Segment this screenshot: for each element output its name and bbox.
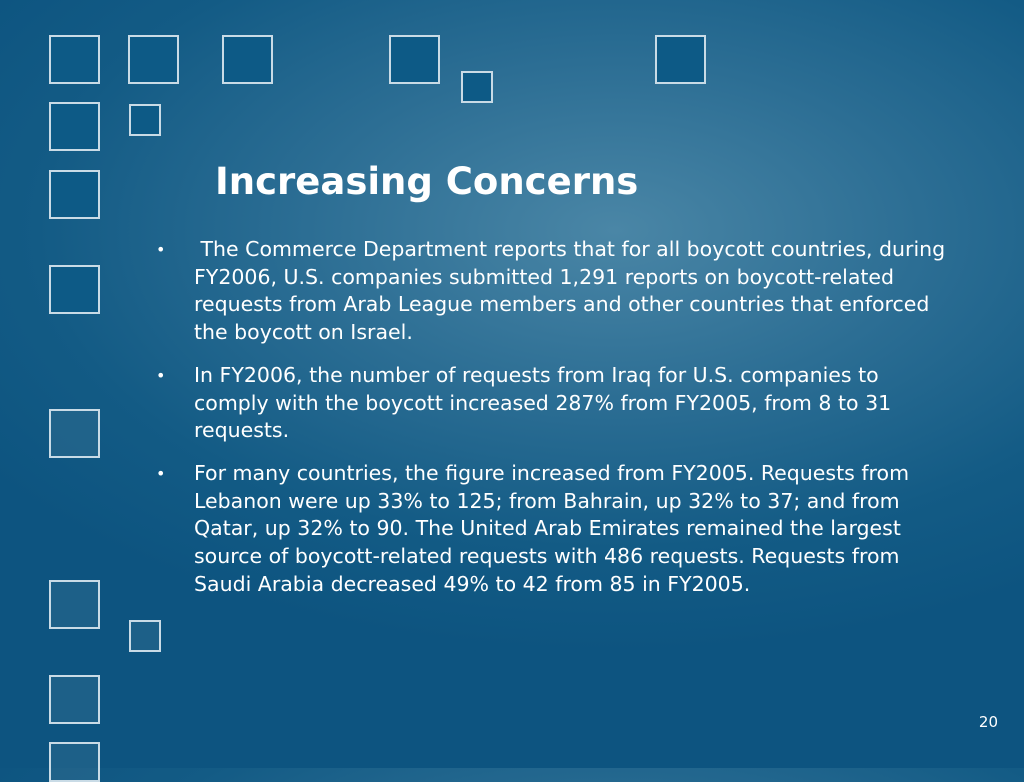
deco-square: [461, 71, 493, 103]
deco-square: [655, 35, 706, 84]
bullet-item: [156, 460, 956, 599]
bullet-item: [156, 236, 956, 347]
deco-square: [129, 104, 161, 136]
deco-square: [49, 580, 100, 629]
bullet-marker: •: [156, 240, 166, 259]
bullet-text: The Commerce Department reports that for all boycott countries, during FY2006, U.S. companies submitted 1,291 reports on boycott-related requests from Arab League members and other countries that enforced the boycott on Israel.: [194, 237, 952, 345]
bullet-marker: •: [156, 463, 166, 483]
deco-square: [222, 35, 273, 84]
bullet-text: For many countries, the figure increased from FY2005. Requests from Lebanon were up 33% to 125; from Bahrain, up 32% to 37; and from Qatar, up 32% to 90. The United Arab Emirates remained the largest source of boycott-related requests with 486 requests. Requests from Saudi Arabia decreased 49% to 42 from 85 in FY2005.: [194, 460, 910, 596]
bullet-text: In FY2006, the number of requests from Iraq for U.S. companies to comply with the boycott increased 287% from FY2005, from 8 to 31 requests.: [194, 362, 892, 443]
deco-square: [49, 35, 100, 84]
deco-square: [49, 102, 100, 151]
bullet-marker: •: [156, 365, 166, 385]
slide-title: Increasing Concerns: [215, 160, 639, 203]
deco-square: [129, 620, 161, 652]
deco-square: [128, 35, 179, 84]
bullet-item: [156, 362, 956, 445]
deco-square: [49, 742, 100, 782]
deco-square: [49, 409, 100, 458]
deco-square: [49, 675, 100, 724]
deco-square: [389, 35, 440, 84]
bullet-list: [156, 236, 956, 613]
deco-square: [49, 170, 100, 219]
deco-square: [49, 265, 100, 314]
page-number: 20: [978, 713, 998, 731]
